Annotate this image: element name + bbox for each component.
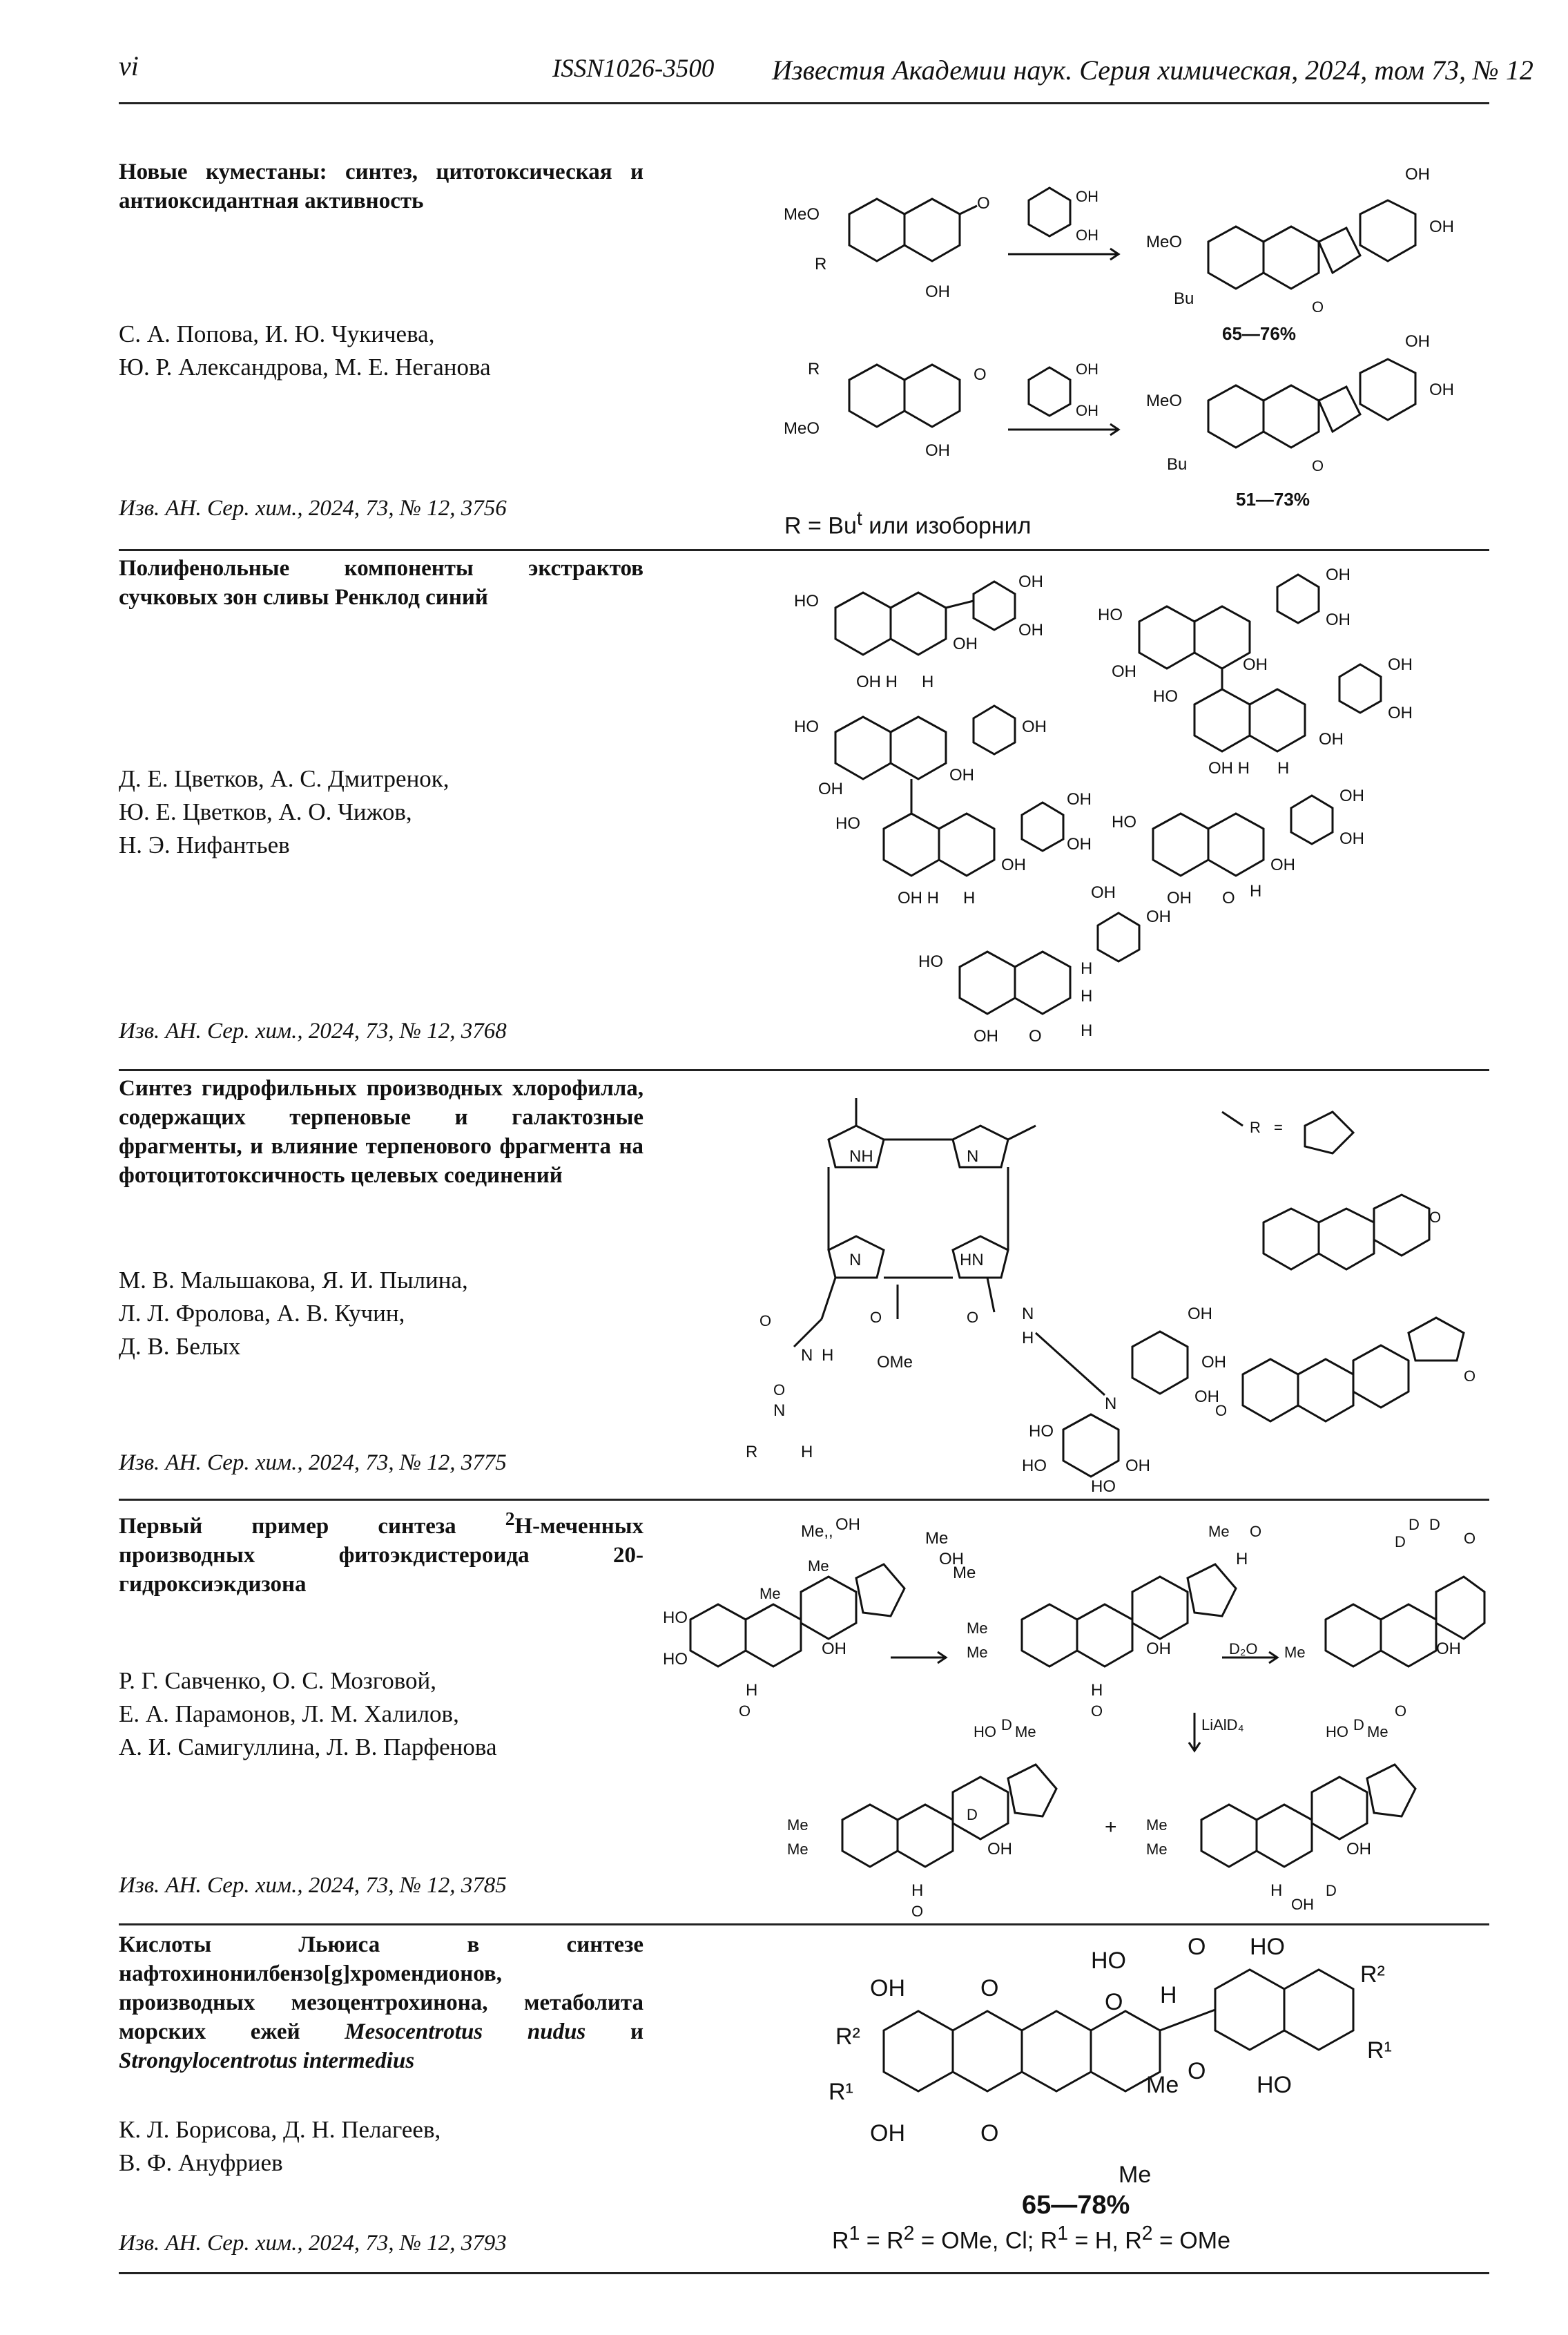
- svg-text:OH: OH: [835, 1515, 860, 1534]
- taxifolin-structure: [1112, 787, 1364, 907]
- benzochromenedione-structure: [829, 1927, 1450, 2217]
- page-number: vi: [119, 50, 139, 81]
- galactose-units: [1022, 1305, 1226, 1496]
- svg-text:H: H: [1081, 987, 1093, 1006]
- svg-text:OH: OH: [1076, 361, 1098, 378]
- svg-text:H: H: [1022, 1329, 1034, 1347]
- reduced-product-1: [787, 1716, 1056, 1920]
- entry-title[interactable]: Кислоты Льюиса в синтезе нафтохинонилбензо[g]хромендионов, производных мезоцентрохинона, метаболита морских ежей Mesocentrotus nudus и Strongylocentrotus intermedius: [119, 1932, 643, 2073]
- svg-text:HO: HO: [1257, 2072, 1292, 2098]
- svg-text:NH: NH: [849, 1147, 873, 1166]
- entry-reference[interactable]: Изв. АН. Сер. хим., 2024, 73, № 12, 3775: [119, 1450, 507, 1475]
- svg-text:R¹: R¹: [1367, 2037, 1392, 2064]
- svg-text:Me: Me: [1284, 1644, 1306, 1661]
- deuterated-ketone: [1284, 1516, 1484, 1720]
- author-line: С. А. Попова, И. Ю. Чукичева,: [119, 320, 435, 347]
- svg-text:Me: Me: [808, 1557, 829, 1575]
- entry-authors: [119, 762, 643, 862]
- eriodictyol-structure: [918, 883, 1171, 1046]
- chlorin-scheme: [718, 1084, 1478, 1496]
- author-line: Л. Л. Фролова, А. В. Кучин,: [119, 1300, 405, 1327]
- svg-text:HO: HO: [974, 1723, 996, 1740]
- svg-text:HO: HO: [1098, 606, 1123, 624]
- svg-text:OH: OH: [1018, 621, 1043, 640]
- svg-text:OH: OH: [1436, 1640, 1461, 1658]
- svg-text:Me: Me: [925, 1529, 949, 1548]
- svg-text:HO: HO: [794, 718, 819, 736]
- svg-text:Bu: Bu: [1174, 289, 1194, 308]
- author-line: Р. Г. Савченко, О. С. Мозговой,: [119, 1667, 436, 1694]
- svg-text:OH: OH: [1429, 381, 1454, 399]
- svg-text:Me: Me: [967, 1644, 988, 1661]
- svg-text:O: O: [1312, 298, 1324, 316]
- svg-text:Me: Me: [1015, 1723, 1036, 1740]
- svg-text:OH: OH: [1022, 718, 1047, 736]
- polyphenol-structures: [794, 566, 1484, 1064]
- svg-text:Me: Me: [787, 1816, 809, 1834]
- svg-text:OH H: OH H: [898, 889, 939, 907]
- svg-text:N: N: [801, 1346, 813, 1365]
- svg-text:OH: OH: [1339, 787, 1364, 805]
- hydroxycoumarin-structure-2: [784, 360, 987, 460]
- author-line: Ю. Р. Александрова, М. Е. Неганова: [119, 354, 491, 381]
- svg-text:OH: OH: [1201, 1353, 1226, 1372]
- entry-divider: [119, 1923, 1489, 1925]
- svg-text:H: H: [1270, 1881, 1283, 1900]
- svg-text:OH: OH: [1167, 889, 1192, 907]
- svg-text:O: O: [974, 365, 987, 384]
- svg-text:HO: HO: [1326, 1723, 1348, 1740]
- svg-text:OH: OH: [1405, 332, 1430, 351]
- svg-text:OH: OH: [1076, 227, 1098, 244]
- svg-text:HO: HO: [1022, 1457, 1047, 1475]
- svg-text:OH: OH: [1146, 907, 1171, 926]
- entry-reference[interactable]: Изв. АН. Сер. хим., 2024, 73, № 12, 3785: [119, 1873, 507, 1898]
- svg-text:HO: HO: [1112, 813, 1136, 832]
- svg-text:O: O: [1250, 1523, 1262, 1540]
- page-header: [0, 0, 1568, 104]
- svg-text:OH: OH: [1194, 1387, 1219, 1406]
- svg-text:OH: OH: [1346, 1840, 1371, 1858]
- svg-text:HO: HO: [1029, 1422, 1054, 1441]
- svg-text:O: O: [1312, 457, 1324, 474]
- entry-reference[interactable]: Изв. АН. Сер. хим., 2024, 73, № 12, 3768: [119, 1019, 507, 1044]
- svg-text:O: O: [1395, 1702, 1407, 1720]
- svg-text:Bu: Bu: [1167, 455, 1188, 474]
- hydroxycoumarin-structure: [784, 194, 990, 301]
- svg-text:O: O: [1222, 889, 1235, 907]
- svg-text:H: H: [963, 889, 976, 907]
- entry-title[interactable]: Полифенольные компоненты экстрактов сучковых зон сливы Ренклод синий: [119, 556, 643, 610]
- procyanidin-dimer-structure: [1098, 566, 1413, 778]
- svg-text:HO: HO: [794, 592, 819, 611]
- svg-text:Me: Me: [967, 1620, 988, 1637]
- terpene-fragments: [1215, 1112, 1475, 1421]
- svg-text:O: O: [977, 194, 990, 213]
- svg-text:Me: Me: [1119, 2162, 1152, 2188]
- svg-text:OH: OH: [1067, 835, 1092, 854]
- svg-text:O: O: [870, 1309, 882, 1326]
- svg-text:OH: OH: [1076, 402, 1098, 419]
- svg-text:OH: OH: [1270, 856, 1295, 874]
- svg-text:Me: Me: [1208, 1523, 1230, 1540]
- svg-text:OH: OH: [974, 1027, 998, 1046]
- svg-text:O: O: [1188, 1934, 1206, 1960]
- acetonide-intermediate: [967, 1523, 1261, 1720]
- entry-title[interactable]: Синтез гидрофильных производных хлорофилла, содержащих терпеновые и галактозные фрагменты, и влияние терпенового фрагмента на фотоцитотоксичность целевых соединений: [119, 1076, 643, 1188]
- entry-divider: [119, 1069, 1489, 1071]
- entry-reference[interactable]: Изв. АН. Сер. хим., 2024, 73, № 12, 3756: [119, 496, 507, 521]
- svg-text:H: H: [1081, 959, 1093, 978]
- author-line: Ю. Е. Цветков, А. О. Чижов,: [119, 798, 412, 825]
- svg-text:OH: OH: [1125, 1457, 1150, 1475]
- author-line: Е. А. Парамонов, Л. М. Халилов,: [119, 1700, 459, 1727]
- svg-text:D: D: [1353, 1716, 1364, 1733]
- svg-text:OH: OH: [870, 1975, 905, 2001]
- ecdysteroid-scheme: [663, 1509, 1491, 1920]
- svg-text:O: O: [759, 1312, 772, 1329]
- svg-text:OH: OH: [1076, 188, 1098, 205]
- svg-text:OH H: OH H: [856, 673, 898, 691]
- svg-text:O: O: [1029, 1027, 1042, 1046]
- svg-text:HO: HO: [1250, 1934, 1285, 1960]
- svg-text:OH: OH: [1429, 218, 1454, 236]
- svg-text:O: O: [1464, 1530, 1476, 1547]
- plus-sign: +: [1105, 1816, 1117, 1838]
- yield-label: 65—76%: [1222, 323, 1296, 344]
- svg-text:N: N: [1022, 1305, 1034, 1323]
- svg-text:OH: OH: [818, 780, 843, 798]
- scheme-footnote: $R = Bu^t$ или изоборнил: [784, 508, 1032, 539]
- svg-text:D: D: [1409, 1516, 1420, 1533]
- svg-text:H: H: [1081, 1021, 1093, 1040]
- svg-text:OH: OH: [1326, 566, 1351, 584]
- svg-text:O: O: [1464, 1367, 1476, 1385]
- svg-text:H: H: [1091, 1681, 1103, 1700]
- svg-text:O: O: [1105, 1989, 1123, 2015]
- svg-text:O: O: [911, 1903, 924, 1920]
- yield-label: 65—78%: [1022, 2191, 1130, 2220]
- svg-text:HN: HN: [960, 1251, 984, 1269]
- svg-text:MeO: MeO: [1146, 233, 1183, 251]
- entry-authors: [119, 1264, 643, 1363]
- svg-text:OH: OH: [870, 2120, 905, 2146]
- svg-text:OH: OH: [949, 766, 974, 785]
- svg-text:O: O: [1429, 1209, 1442, 1226]
- svg-text:O: O: [967, 1309, 979, 1326]
- catechin-structure: [794, 573, 1043, 691]
- svg-text:D: D: [1001, 1716, 1012, 1733]
- svg-text:Me: Me: [1367, 1723, 1388, 1740]
- svg-text:OH: OH: [1291, 1896, 1314, 1913]
- coumestan-product: [1146, 165, 1454, 316]
- svg-text:H: H: [801, 1443, 813, 1461]
- svg-text:O: O: [1188, 2058, 1206, 2084]
- author-line: В. Ф. Ануфриев: [119, 2149, 283, 2176]
- svg-text:Me: Me: [1146, 1816, 1168, 1834]
- coumestan-scheme: [766, 152, 1484, 525]
- svg-text:OMe: OMe: [877, 1353, 913, 1372]
- svg-text:HO: HO: [918, 952, 943, 971]
- svg-text:HO: HO: [663, 1608, 688, 1627]
- catechol-structure-2: [1029, 361, 1098, 419]
- svg-text:D: D: [1395, 1533, 1406, 1550]
- svg-text:R²: R²: [835, 2024, 860, 2050]
- author-line: Н. Э. Нифантьев: [119, 832, 290, 858]
- svg-text:HO: HO: [1091, 1948, 1126, 1974]
- svg-text:OH H: OH H: [1208, 759, 1250, 778]
- author-line: К. Л. Борисова, Д. Н. Пелагеев,: [119, 2116, 441, 2143]
- svg-text:OH: OH: [1018, 573, 1043, 591]
- header-rule: [119, 102, 1489, 104]
- svg-text:OH: OH: [1112, 662, 1136, 681]
- svg-text:HO: HO: [663, 1650, 688, 1669]
- author-line: М. В. Мальшакова, Я. И. Пылина,: [119, 1267, 468, 1294]
- svg-text:Me: Me: [759, 1585, 781, 1602]
- entry-divider: [119, 549, 1489, 551]
- svg-text:HO: HO: [835, 814, 860, 833]
- entry-divider: [119, 1499, 1489, 1501]
- svg-text:R: R: [1250, 1119, 1261, 1136]
- svg-text:H: H: [746, 1681, 758, 1700]
- svg-text:H: H: [822, 1346, 834, 1365]
- svg-text:Me: Me: [1146, 1841, 1168, 1858]
- svg-text:OH: OH: [1067, 790, 1092, 809]
- author-line: Д. Е. Цветков, А. С. Дмитренок,: [119, 765, 449, 792]
- svg-text:Me: Me: [1146, 2072, 1179, 2098]
- svg-text:OH: OH: [987, 1840, 1012, 1858]
- svg-text:OH: OH: [1388, 704, 1413, 722]
- author-line: А. И. Самигуллина, Л. В. Парфенова: [119, 1733, 497, 1760]
- svg-text:R²: R²: [1360, 1961, 1385, 1988]
- svg-text:OH: OH: [925, 441, 950, 460]
- yield-label: 51—73%: [1236, 489, 1310, 510]
- entry-title[interactable]: Первый пример синтеза $^2$H-меченных производных фитоэкдистероида 20-гидроксиэкдизона: [119, 1508, 643, 1597]
- svg-text:R¹: R¹: [829, 2079, 853, 2105]
- ecdysone-structure: [663, 1515, 976, 1720]
- svg-text:R: R: [746, 1443, 758, 1461]
- svg-text:N: N: [1105, 1394, 1117, 1413]
- propelargonidin-dimer-structure: [794, 706, 1092, 907]
- svg-text:OH: OH: [1319, 730, 1344, 749]
- svg-text:H: H: [1236, 1550, 1248, 1568]
- entry-authors: [119, 2113, 643, 2180]
- svg-text:OH: OH: [1001, 856, 1026, 874]
- svg-text:OH: OH: [939, 1550, 964, 1568]
- svg-text:H: H: [911, 1881, 924, 1900]
- svg-text:OH: OH: [1146, 1640, 1171, 1658]
- svg-text:MeO: MeO: [1146, 392, 1183, 410]
- svg-text:H: H: [1160, 1982, 1177, 2008]
- svg-text:OH: OH: [953, 635, 978, 653]
- catechol-structure: [1029, 188, 1098, 244]
- svg-text:O: O: [980, 2120, 999, 2146]
- svg-text:OH: OH: [1388, 655, 1413, 674]
- svg-text:N: N: [967, 1147, 979, 1166]
- scheme-footnote: $R^1 = R^2$ = OMe, Cl; $R^1 = H$, $R^2$ = OMe: [832, 2222, 1230, 2254]
- svg-text:O: O: [1215, 1402, 1228, 1419]
- svg-text:D: D: [1429, 1516, 1440, 1533]
- lialD4-label: LiAlD₄: [1201, 1716, 1244, 1733]
- svg-text:MeO: MeO: [784, 205, 820, 224]
- svg-text:O: O: [1091, 1702, 1103, 1720]
- svg-text:D: D: [1326, 1882, 1337, 1899]
- entry-divider: [119, 2272, 1489, 2274]
- svg-text:OH: OH: [1339, 829, 1364, 848]
- svg-text:O: O: [739, 1702, 751, 1720]
- svg-text:Me: Me: [953, 1564, 976, 1582]
- svg-text:OH: OH: [822, 1640, 846, 1658]
- svg-text:OH: OH: [925, 282, 950, 301]
- journal-title: Известия Академии наук. Серия химическая, 2024, том 73, № 12: [772, 55, 1533, 86]
- svg-text:OH: OH: [1243, 655, 1268, 674]
- entry-authors: [119, 1664, 643, 1764]
- svg-text:O: O: [980, 1975, 999, 2001]
- svg-text:OH: OH: [1188, 1305, 1212, 1323]
- coumestan-product-2: [1146, 332, 1454, 474]
- entry-authors: [119, 318, 643, 384]
- svg-text:=: =: [1274, 1119, 1283, 1136]
- svg-text:Me: Me: [787, 1841, 809, 1858]
- chlorin-macrocycle: [746, 1098, 1116, 1461]
- svg-text:OH: OH: [1326, 611, 1351, 629]
- svg-text:H: H: [922, 673, 934, 691]
- svg-text:HO: HO: [1153, 687, 1178, 706]
- entry-reference[interactable]: Изв. АН. Сер. хим., 2024, 73, № 12, 3793: [119, 2231, 507, 2256]
- d2o-label: D₂O: [1229, 1640, 1258, 1657]
- svg-text:MeO: MeO: [784, 419, 820, 438]
- svg-text:N: N: [849, 1251, 862, 1269]
- entry-title[interactable]: Новые куместаны: синтез, цитотоксическая и антиоксидантная активность: [119, 160, 643, 213]
- author-line: Д. В. Белых: [119, 1333, 241, 1360]
- svg-text:OH: OH: [1405, 165, 1430, 184]
- reduced-product-2: [1146, 1716, 1415, 1913]
- svg-text:D: D: [967, 1806, 978, 1823]
- svg-text:N: N: [773, 1401, 786, 1420]
- svg-text:O: O: [773, 1381, 786, 1399]
- svg-text:R: R: [808, 360, 820, 378]
- svg-text:Me,,: Me,,: [801, 1522, 833, 1541]
- svg-text:HO: HO: [1091, 1477, 1116, 1496]
- svg-text:H: H: [1250, 882, 1262, 901]
- svg-text:OH: OH: [1091, 883, 1116, 902]
- svg-text:H: H: [1277, 759, 1290, 778]
- issn: ISSN1026-3500: [552, 55, 715, 83]
- svg-text:R: R: [815, 255, 827, 273]
